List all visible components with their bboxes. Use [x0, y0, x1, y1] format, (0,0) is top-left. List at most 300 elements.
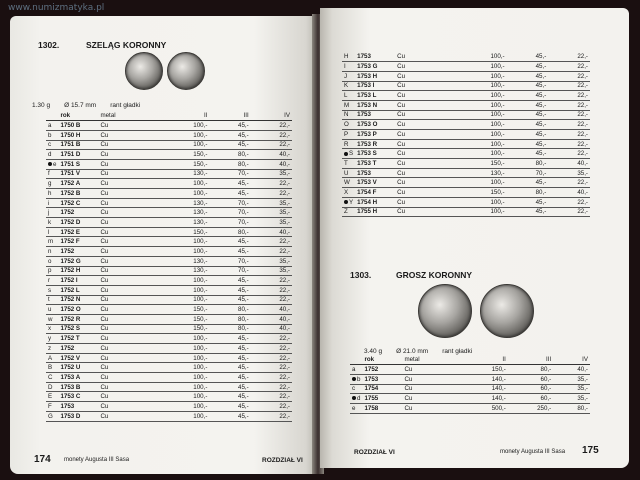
row-price-iii: 45,-: [238, 296, 249, 304]
row-metal: Cu: [404, 375, 413, 383]
spec-weight: 1.30 g: [32, 102, 51, 109]
table-row: [46, 140, 292, 150]
row-metal: Cu: [397, 198, 406, 206]
row-letter: m: [48, 238, 54, 246]
row-price-ii: 100,-: [490, 140, 505, 148]
table-row: [46, 198, 292, 208]
spec-weight: 3.40 g: [364, 348, 383, 355]
table-row: [342, 197, 590, 207]
row-metal: Cu: [100, 228, 109, 236]
row-price-iii: 45,-: [238, 286, 249, 294]
row-price-iv: 22,-: [577, 72, 588, 80]
row-metal: Cu: [100, 364, 109, 372]
row-price-iv: 35,-: [577, 375, 588, 383]
row-price-ii: 100,-: [193, 344, 208, 352]
row-letter: W: [344, 179, 350, 187]
right-page: [320, 8, 629, 468]
row-letter: f: [48, 170, 50, 178]
row-price-ii: 100,-: [490, 150, 505, 158]
row-metal: Cu: [100, 160, 109, 168]
table-row: [46, 305, 292, 315]
row-price-iii: 45,-: [535, 63, 547, 71]
marker-dot-icon: [344, 200, 348, 204]
coin-obverse-image: [418, 284, 472, 338]
row-year: 1752 R: [60, 315, 81, 323]
table-row: [46, 169, 292, 179]
row-price-iv: 22,-: [279, 189, 290, 197]
row-letter: k: [48, 218, 52, 226]
row-year: 1752: [60, 247, 75, 255]
row-letter: e: [352, 404, 356, 412]
row-metal: Cu: [100, 402, 109, 410]
row-price-iv: 22,-: [279, 402, 290, 410]
row-letter: T: [344, 159, 348, 167]
table-row: [342, 62, 590, 72]
table-row: [46, 392, 292, 402]
row-metal: Cu: [100, 180, 109, 188]
row-price-ii: 100,-: [490, 130, 505, 138]
row-letter: P: [344, 130, 349, 138]
row-year: 1751 B: [60, 141, 81, 149]
table-row: [46, 344, 292, 354]
row-year: 1751 D: [60, 151, 81, 159]
row-price-iii: 45,-: [535, 92, 547, 100]
row-price-iv: 22,-: [577, 179, 588, 187]
row-metal: Cu: [100, 170, 109, 178]
row-letter: X: [344, 188, 349, 196]
row-letter: n: [48, 247, 52, 255]
row-metal: Cu: [397, 72, 406, 80]
row-year: 1753 A: [60, 373, 81, 381]
table-row: [46, 266, 292, 276]
row-metal: Cu: [100, 296, 109, 304]
row-year: 1752 O: [60, 306, 81, 314]
row-price-iii: 70,-: [238, 267, 249, 275]
left-page: [10, 16, 315, 474]
row-letter: Y: [349, 198, 354, 206]
row-metal: Cu: [100, 122, 109, 130]
row-price-iii: 45,-: [535, 111, 547, 119]
row-metal: Cu: [100, 131, 109, 139]
row-year: 1753: [60, 402, 75, 410]
coin-reverse-image: [167, 52, 205, 90]
row-price-iii: 250,-: [537, 404, 552, 412]
row-letter: u: [48, 306, 52, 314]
page-number: 174: [34, 454, 51, 465]
table-row: [46, 411, 292, 421]
row-metal: Cu: [397, 208, 406, 216]
row-letter: p: [48, 267, 52, 275]
row-price-iii: 45,-: [535, 101, 547, 109]
row-metal: Cu: [397, 101, 406, 109]
row-letter: a: [352, 366, 356, 374]
catalog-number: 1303.: [350, 270, 372, 280]
header-grade-iv: IV: [553, 355, 590, 365]
row-letter: F: [48, 402, 52, 410]
row-price-ii: 100,-: [490, 198, 505, 206]
row-price-iv: 35,-: [279, 267, 290, 275]
page-number: 175: [582, 445, 599, 456]
row-price-iii: 80,-: [238, 160, 249, 168]
row-price-ii: 130,-: [193, 218, 208, 226]
row-price-ii: 100,-: [193, 402, 208, 410]
row-price-ii: 150,-: [490, 159, 505, 167]
row-year: 1752 H: [60, 267, 81, 275]
row-letter: L: [344, 92, 348, 100]
row-year: 1752 L: [60, 286, 80, 294]
row-year: 1753 H: [357, 72, 378, 80]
table-row: [46, 179, 292, 189]
row-price-ii: 100,-: [193, 373, 208, 381]
row-price-iv: 22,-: [577, 150, 588, 158]
row-price-ii: 130,-: [193, 199, 208, 207]
row-letter: K: [344, 82, 349, 90]
row-letter: O: [344, 121, 349, 129]
row-price-ii: 150,-: [193, 160, 208, 168]
table-row: [342, 130, 590, 140]
row-price-ii: 100,-: [193, 238, 208, 246]
row-metal: Cu: [397, 179, 406, 187]
header-metal: metal: [402, 355, 462, 365]
row-year: 1753 S: [357, 150, 377, 158]
row-price-ii: 100,-: [490, 53, 505, 61]
row-year: 1753 R: [357, 140, 378, 148]
row-price-iii: 45,-: [238, 344, 249, 352]
table-row: [46, 150, 292, 160]
row-price-iv: 22,-: [279, 238, 290, 246]
row-letter: x: [48, 325, 52, 333]
row-price-iv: 22,-: [279, 373, 290, 381]
row-price-iii: 80,-: [535, 188, 547, 196]
table-row: [46, 382, 292, 392]
row-year: 1754: [364, 385, 379, 393]
row-year: 1752: [60, 344, 75, 352]
row-year: 1750 H: [60, 131, 81, 139]
row-metal: Cu: [100, 383, 109, 391]
row-letter: D: [48, 383, 53, 391]
row-letter: g: [48, 180, 52, 188]
row-price-ii: 100,-: [490, 101, 505, 109]
row-metal: Cu: [404, 395, 413, 403]
row-price-ii: 130,-: [193, 267, 208, 275]
table-row: [46, 402, 292, 412]
row-letter: S: [349, 150, 354, 158]
row-metal: Cu: [397, 92, 406, 100]
marker-dot-icon: [352, 377, 356, 381]
row-price-ii: 100,-: [193, 393, 208, 401]
row-metal: Cu: [100, 151, 109, 159]
row-price-ii: 150,-: [193, 306, 208, 314]
row-price-iii: 45,-: [238, 131, 249, 139]
row-metal: Cu: [100, 325, 109, 333]
table-row: [46, 227, 292, 237]
row-year: 1752: [60, 209, 75, 217]
row-price-iii: 45,-: [535, 140, 547, 148]
row-price-ii: 100,-: [490, 111, 505, 119]
row-price-ii: 150,-: [193, 315, 208, 323]
row-price-iv: 35,-: [577, 385, 588, 393]
marker-dot-icon: [48, 162, 52, 166]
row-metal: Cu: [100, 286, 109, 294]
row-price-ii: 100,-: [193, 335, 208, 343]
row-letter: b: [48, 131, 52, 139]
row-price-ii: 100,-: [193, 354, 208, 362]
table-row: [350, 403, 590, 413]
row-letter: d: [48, 151, 52, 159]
coin-obverse-image: [125, 52, 163, 90]
row-price-iii: 45,-: [535, 130, 547, 138]
coin-images: [125, 52, 205, 90]
row-year: 1752 D: [60, 218, 81, 226]
row-metal: Cu: [100, 199, 109, 207]
row-price-ii: 150,-: [193, 151, 208, 159]
row-metal: Cu: [100, 189, 109, 197]
table-row: [46, 189, 292, 199]
row-metal: Cu: [100, 267, 109, 275]
row-price-iv: 22,-: [577, 92, 588, 100]
row-metal: Cu: [100, 218, 109, 226]
row-year: 1753 C: [60, 393, 81, 401]
row-price-iv: 35,-: [577, 169, 588, 177]
row-metal: Cu: [404, 404, 413, 412]
table-row: [46, 373, 292, 383]
row-price-iii: 45,-: [535, 53, 547, 61]
row-metal: Cu: [397, 140, 406, 148]
row-metal: Cu: [404, 385, 413, 393]
row-metal: Cu: [100, 412, 109, 420]
row-price-iv: 22,-: [279, 383, 290, 391]
row-year: 1753 O: [357, 121, 378, 129]
row-metal: Cu: [100, 247, 109, 255]
row-letter: l: [48, 228, 50, 236]
row-year: 1750 B: [60, 122, 81, 130]
row-price-ii: 100,-: [193, 131, 208, 139]
row-price-iv: 22,-: [577, 53, 588, 61]
row-price-iii: 60,-: [540, 395, 552, 403]
table-row: [342, 52, 590, 62]
row-price-iv: 22,-: [279, 335, 290, 343]
table-row: [342, 168, 590, 178]
row-price-ii: 130,-: [193, 170, 208, 178]
header-grade-iii: III: [508, 355, 553, 365]
row-letter: G: [48, 412, 53, 420]
row-price-iv: 35,-: [279, 209, 290, 217]
row-year: 1753: [357, 169, 371, 177]
table-row: [46, 363, 292, 373]
row-letter: d: [357, 395, 361, 403]
row-price-iv: 22,-: [279, 122, 290, 130]
row-letter: M: [344, 101, 350, 109]
row-price-iv: 22,-: [577, 111, 588, 119]
row-price-iii: 45,-: [238, 364, 249, 372]
row-letter: N: [344, 111, 349, 119]
table-row: [342, 120, 590, 130]
row-year: 1752 C: [60, 199, 81, 207]
footer-text: monety Augusta III Sasa: [64, 457, 130, 463]
table-header-row: [46, 111, 292, 121]
table-row: [46, 256, 292, 266]
row-price-iv: 22,-: [577, 208, 588, 216]
row-letter: w: [48, 315, 53, 323]
table-row: [46, 237, 292, 247]
row-price-iv: 40,-: [279, 325, 290, 333]
row-price-iii: 80,-: [238, 151, 249, 159]
row-price-iii: 45,-: [238, 402, 249, 410]
row-price-ii: 100,-: [490, 92, 505, 100]
row-letter: C: [48, 373, 53, 381]
row-metal: Cu: [397, 53, 406, 61]
row-price-ii: 100,-: [490, 63, 505, 71]
row-price-ii: 130,-: [490, 169, 505, 177]
row-year: 1752 A: [60, 180, 81, 188]
table-row: [342, 188, 590, 198]
row-price-iii: 45,-: [535, 198, 547, 206]
row-year: 1755 H: [357, 208, 378, 216]
table-row: [350, 394, 590, 404]
row-year: 1752 U: [60, 364, 81, 372]
table-row: [342, 110, 590, 120]
row-letter: c: [352, 385, 356, 393]
row-price-iii: 60,-: [540, 375, 552, 383]
row-price-ii: 150,-: [193, 228, 208, 236]
row-price-iii: 70,-: [238, 199, 249, 207]
row-price-iii: 70,-: [238, 218, 249, 226]
row-price-iv: 40,-: [279, 160, 290, 168]
row-price-iii: 45,-: [238, 373, 249, 381]
row-metal: Cu: [397, 188, 406, 196]
row-price-ii: 100,-: [193, 412, 208, 420]
table-row: [46, 285, 292, 295]
table-header-row: [350, 355, 590, 365]
row-price-ii: 130,-: [193, 257, 208, 265]
row-price-iii: 45,-: [238, 238, 249, 246]
coin-title: SZELĄG KORONNY: [86, 40, 167, 50]
row-letter: B: [48, 364, 53, 372]
row-price-iv: 40,-: [279, 306, 290, 314]
coin-specs: [32, 102, 140, 109]
row-price-iii: 45,-: [535, 121, 547, 129]
row-metal: Cu: [100, 238, 109, 246]
row-price-ii: 150,-: [490, 188, 505, 196]
row-year: 1753 B: [60, 383, 81, 391]
row-price-iii: 80,-: [238, 315, 249, 323]
table-row: [342, 91, 590, 101]
row-letter: j: [48, 209, 50, 217]
spec-diameter: Ø 21.0 mm: [396, 348, 429, 355]
row-price-iv: 22,-: [577, 130, 588, 138]
header-grade-ii: II: [462, 355, 507, 365]
row-letter: R: [344, 140, 349, 148]
row-price-iv: 22,-: [279, 180, 290, 188]
row-price-iii: 60,-: [540, 385, 552, 393]
row-price-iii: 45,-: [238, 393, 249, 401]
row-metal: Cu: [100, 306, 109, 314]
row-letter: c: [48, 141, 52, 149]
row-letter: i: [48, 199, 50, 207]
row-price-ii: 500,-: [491, 404, 506, 412]
row-price-iv: 35,-: [279, 199, 290, 207]
row-price-iv: 22,-: [577, 63, 588, 71]
row-price-iv: 22,-: [577, 121, 588, 129]
row-price-iii: 70,-: [238, 209, 249, 217]
row-price-iii: 45,-: [238, 277, 249, 285]
row-price-iv: 22,-: [279, 364, 290, 372]
row-year: 1753 D: [60, 412, 81, 420]
table-row: [342, 71, 590, 81]
table-row: [46, 276, 292, 286]
row-price-iv: 22,-: [279, 141, 290, 149]
row-price-iv: 35,-: [279, 257, 290, 265]
row-year: 1753: [357, 53, 371, 61]
row-price-iii: 80,-: [238, 228, 249, 236]
row-metal: Cu: [397, 111, 406, 119]
table-row: [46, 247, 292, 257]
row-price-iv: 40,-: [577, 366, 588, 374]
row-letter: b: [357, 375, 361, 383]
row-price-iv: 40,-: [279, 228, 290, 236]
row-year: 1753: [357, 111, 371, 119]
row-price-ii: 100,-: [193, 383, 208, 391]
row-year: 1752 I: [60, 277, 78, 285]
row-metal: Cu: [100, 141, 109, 149]
row-price-iii: 45,-: [238, 383, 249, 391]
row-year: 1753 G: [357, 63, 378, 71]
price-table: [46, 111, 292, 422]
row-price-ii: 100,-: [490, 208, 505, 216]
row-price-iv: 22,-: [577, 82, 588, 90]
row-price-ii: 140,-: [491, 395, 506, 403]
row-price-iv: 22,-: [279, 131, 290, 139]
row-year: 1752: [364, 366, 379, 374]
row-year: 1752 S: [60, 325, 81, 333]
table-row: [46, 295, 292, 305]
row-price-iii: 45,-: [238, 412, 249, 420]
row-metal: Cu: [100, 315, 109, 323]
row-letter: U: [344, 169, 349, 177]
marker-dot-icon: [344, 152, 348, 156]
table-row: [46, 314, 292, 324]
row-price-ii: 100,-: [193, 189, 208, 197]
row-metal: Cu: [397, 169, 406, 177]
row-year: 1753 L: [357, 92, 377, 100]
row-year: 1753 I: [357, 82, 375, 90]
row-letter: o: [48, 257, 52, 265]
row-year: 1753 P: [357, 130, 377, 138]
row-price-iii: 45,-: [535, 208, 547, 216]
table-row: [342, 81, 590, 91]
coin-images: [418, 284, 534, 338]
row-price-iii: 45,-: [535, 82, 547, 90]
row-price-iii: 70,-: [535, 169, 547, 177]
row-price-ii: 150,-: [193, 325, 208, 333]
row-price-iii: 45,-: [238, 122, 249, 130]
row-price-iv: 22,-: [279, 354, 290, 362]
row-year: 1753 N: [357, 101, 378, 109]
row-year: 1754 F: [357, 188, 377, 196]
row-price-ii: 100,-: [490, 72, 505, 80]
row-price-ii: 130,-: [193, 209, 208, 217]
row-letter: A: [48, 354, 53, 362]
row-letter: z: [48, 344, 52, 352]
marker-dot-icon: [352, 396, 356, 400]
row-year: 1751 V: [60, 170, 81, 178]
row-price-ii: 100,-: [193, 141, 208, 149]
table-row: [46, 324, 292, 334]
header-rok: rok: [362, 355, 402, 365]
row-year: 1752 T: [60, 335, 80, 343]
table-row: [46, 334, 292, 344]
price-table: [350, 355, 590, 414]
